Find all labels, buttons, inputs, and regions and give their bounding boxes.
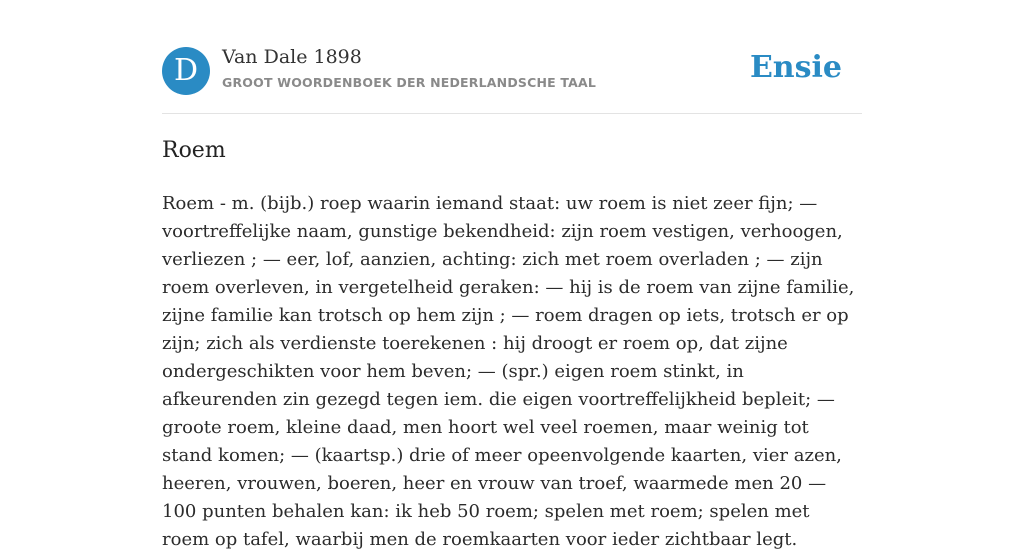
entry-definition: Roem - m. (bijb.) roep waarin iemand staat: uw roem is niet zeer fijn; — voortreffelijke naam, gunstige bekendheid: zijn roem vestigen, verhoogen, verliezen ; — eer, lof, aanzien, achting: zich met roem overladen ; — zijn roem overleven, in vergetelheid geraken: — hij is de roem van zijne familie, zijne familie kan trotsch op hem zijn ; — roem dragen op iets, trotsch er op zijn; zich als verdienste toerekenen : hij droogt er roem op, dat zijne ondergeschikten voor hem beven; — (spr.) eigen roem stinkt, in afkeurenden zin gezegd tegen iem. die eigen voortreffelijkheid bepleit; — groote roem, kleine daad, men hoort wel veel roemen, maar weinig tot stand komen; — (kaartsp.) drie of meer opeenvolgende kaarten, vier azen, heeren, vrouwen, boeren, heer en vrouw van troef, waarmede men 20 — 100 punten behalen kan: ik heb 50 roem; spelen met roem; spelen met roem op tafel, waarbij men de roemkaarten voor ieder zichtbaar legt. — [162, 193, 855, 550]
source-title[interactable]: Van Dale 1898 — [222, 46, 362, 68]
header-divider — [162, 113, 862, 114]
brand-logo[interactable]: Ensie — [749, 50, 842, 85]
entry-title: Roem — [162, 138, 226, 163]
source-subtitle: GROOT WOORDENBOEK DER NEDERLANDSCHE TAAL — [222, 75, 597, 90]
header — [162, 46, 862, 96]
source-avatar[interactable]: D — [162, 47, 210, 95]
